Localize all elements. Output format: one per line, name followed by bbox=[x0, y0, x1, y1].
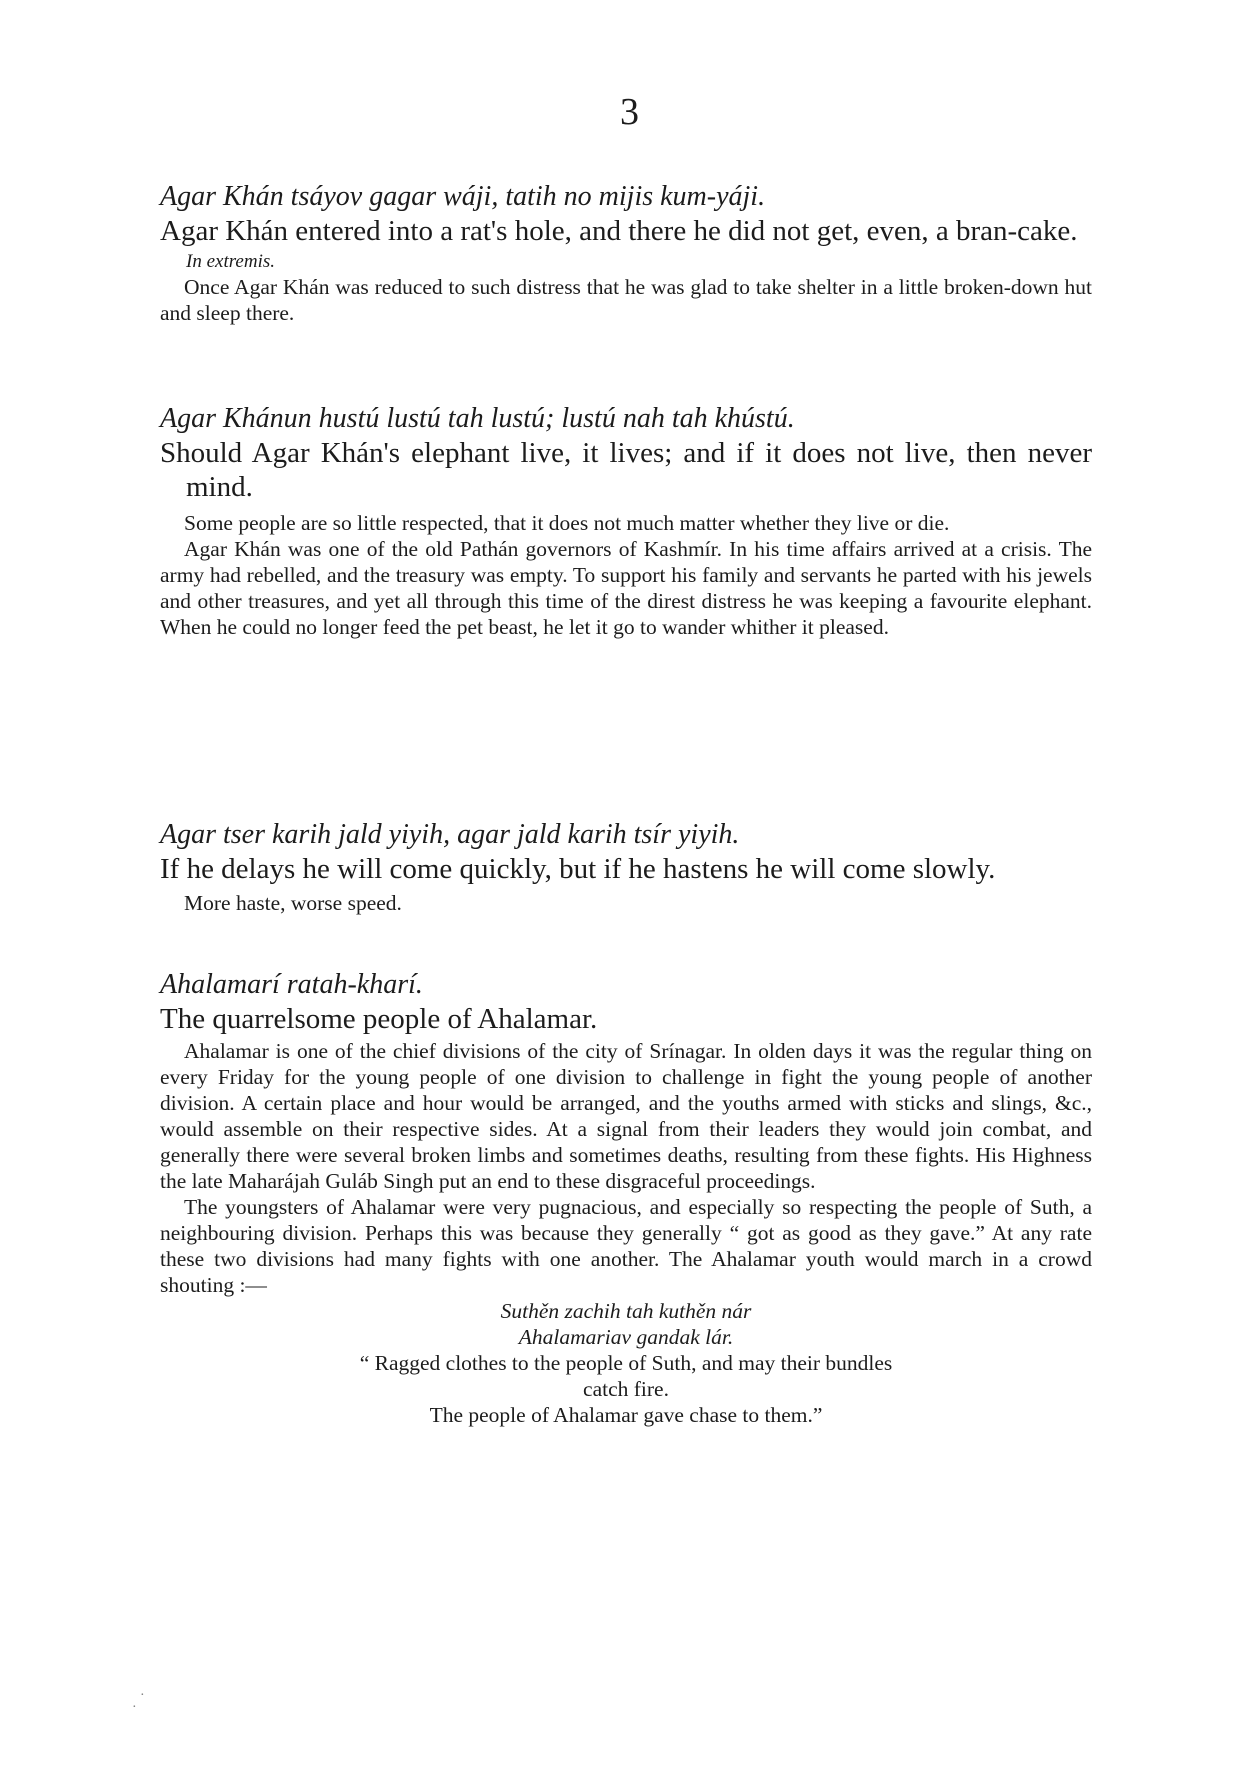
commentary-paragraph: Some people are so little respected, that it does not much matter whether they live or die. bbox=[184, 511, 950, 535]
commentary-paragraph: Agar Khán was one of the old Pathán governors of Kashmír. In his time affairs arrived at a crisis. The army had rebelled, and the treasury was empty. To support his family and servants he parted with his jewels and other treasures, and yet all through this time of the direst distress he was keeping a favourite elephant. When he could no longer feed the pet beast, he let it go to wander whither it pleased. bbox=[160, 537, 1092, 639]
verse-line-english: “ Ragged clothes to the people of Suth, and may their bundles bbox=[359, 1351, 893, 1375]
margin-speck: · bbox=[132, 1700, 137, 1715]
proverb-entry bbox=[160, 402, 1092, 640]
commentary-paragraph: Once Agar Khán was reduced to such distress that he was glad to take shelter in a little broken-down hut and sleep there. bbox=[160, 275, 1092, 325]
kashmiri-proverb: Ahalamarí ratah-kharí. bbox=[160, 969, 423, 1000]
commentary-paragraph: The youngsters of Ahalamar were very pugnacious, and especially so respecting the people of Suth, a neighbouring division. Perhaps this was because they generally “ got as good as they gave.” At any rate these two divisions had many fights with one another. The Ahalamar youth would march in a crowd shouting :— bbox=[160, 1195, 1092, 1297]
verse-line-kashmiri: Ahalamariav gandak lár. bbox=[518, 1325, 734, 1349]
english-translation: Agar Khán entered into a rat's hole, and there he did not get, even, a bran-cake. bbox=[160, 215, 1078, 247]
verse-line-kashmiri: Suthěn zachih tah kuthěn nár bbox=[500, 1299, 752, 1323]
kashmiri-proverb: Agar tser karih jald yiyih, agar jald karih tsír yiyih. bbox=[160, 819, 740, 850]
english-translation: If he delays he will come quickly, but if he hastens he will come slowly. bbox=[160, 853, 996, 885]
proverb-entry bbox=[160, 180, 1092, 326]
commentary-paragraph: More haste, worse speed. bbox=[184, 891, 402, 915]
commentary-paragraph: Ahalamar is one of the chief divisions of the city of Srínagar. In olden days it was the regular thing on every Friday for the young people of one division to challenge in fight the young people of another division. A certain place and hour would be arranged, and the youths armed with sticks and slings, &c., would assemble on their respective sides. At a signal from their leaders they would join combat, and generally there were several broken limbs and sometimes deaths, resulting from these fights. His Highness the late Maharájah Guláb Singh put an end to these disgraceful proceedings. bbox=[160, 1039, 1092, 1193]
kashmiri-proverb: Agar Khánun hustú lustú tah lustú; lustú nah tah khústú. bbox=[160, 403, 795, 434]
latin-note: In extremis. bbox=[186, 251, 275, 272]
proverb-entry bbox=[160, 818, 1092, 916]
english-translation: The quarrelsome people of Ahalamar. bbox=[160, 1003, 598, 1035]
verse-line-english: The people of Ahalamar gave chase to them.” bbox=[429, 1403, 823, 1427]
kashmiri-proverb: Agar Khán tsáyov gagar wáji, tatih no mijis kum-yáji. bbox=[160, 181, 766, 212]
verse-line-english: catch fire. bbox=[583, 1377, 669, 1401]
verse-block bbox=[160, 1298, 1092, 1428]
english-translation: Should Agar Khán's elephant live, it lives; and if it does not live, then never mind. bbox=[160, 437, 1092, 503]
proverb-entry bbox=[160, 968, 1092, 1428]
margin-speck: · bbox=[140, 1688, 145, 1703]
page-number: 3 bbox=[620, 91, 639, 133]
